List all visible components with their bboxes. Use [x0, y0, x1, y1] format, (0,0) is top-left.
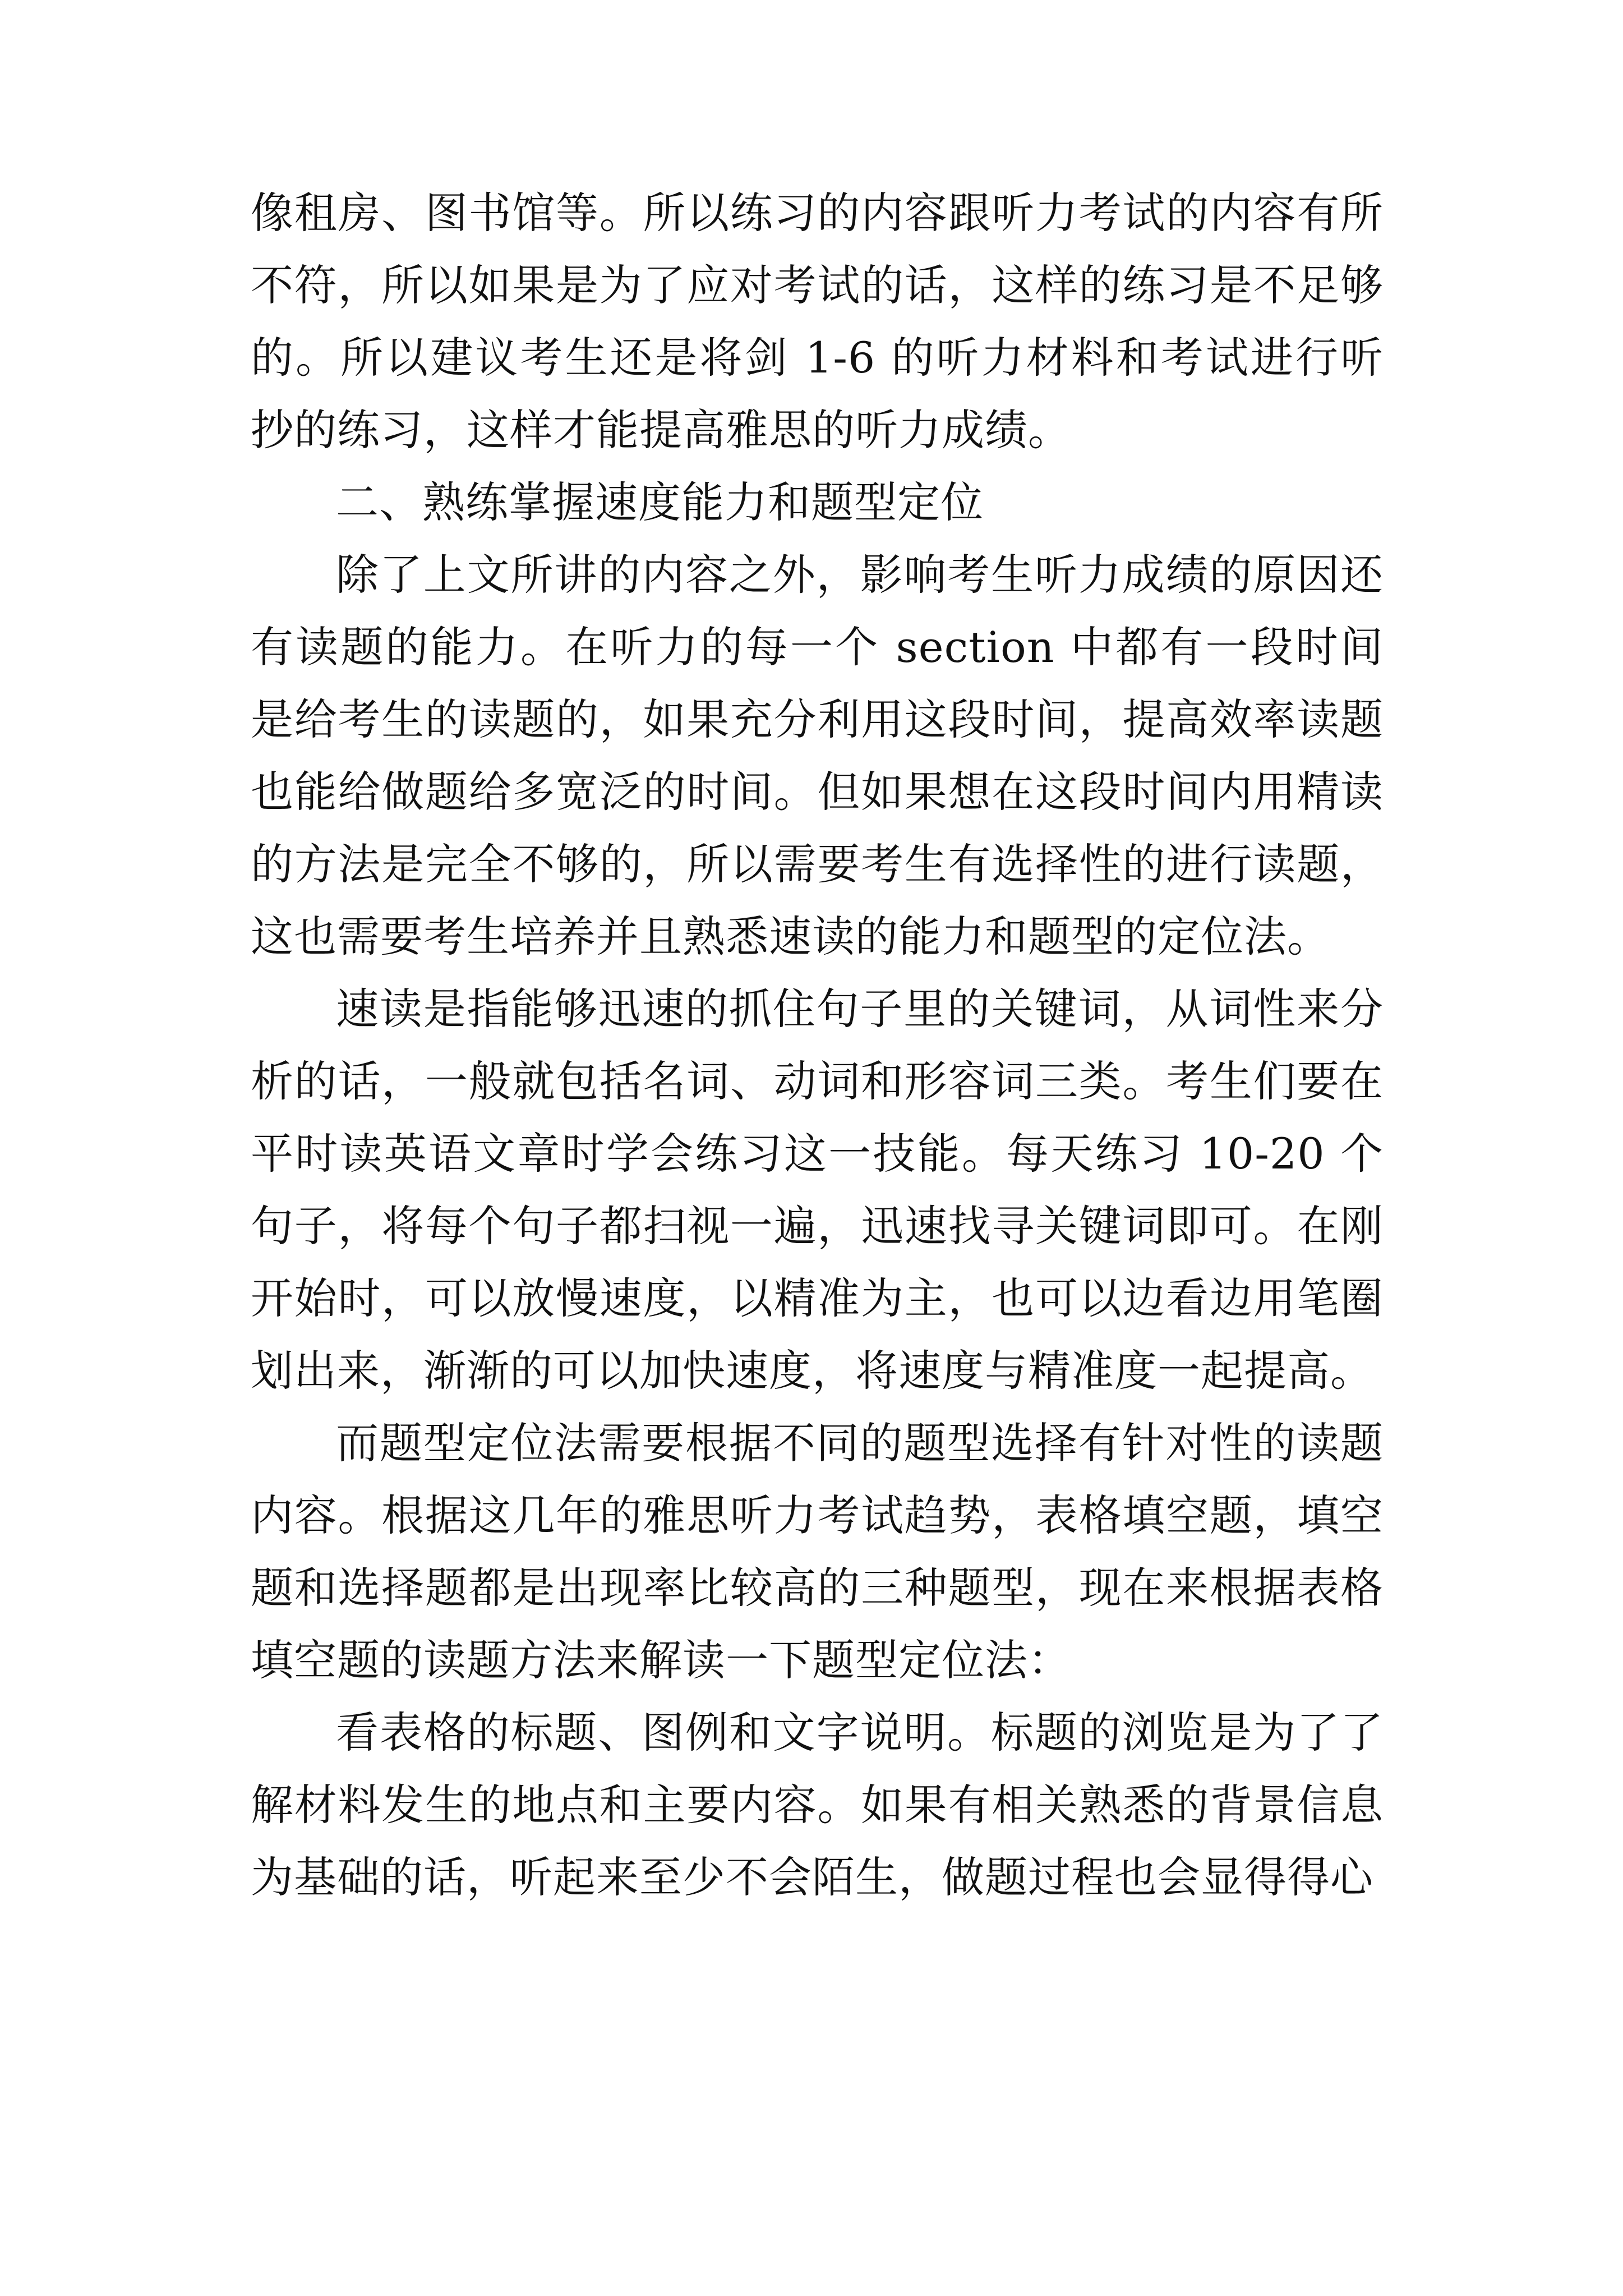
paragraph-speed-reading: 速读是指能够迅速的抓住句子里的关键词，从词性来分析的话，一般就包括名词、动词和形容词三类。考生们要在平时读英语文章时学会练习这一技能。每天练习 10-20 个句子，将每个句子都扫视一遍，迅速找寻关键词即可。在刚开始时，可以放慢速度，以精准为主，也可以边看边用笔圈划出来，渐渐的可以加快速度，将速度与精准度一起提高。 [251, 984, 1384, 1396]
paragraph-reading-ability: 除了上文所讲的内容之外，影响考生听力成绩的原因还有读题的能力。在听力的每一个 section 中都有一段时间是给考生的读题的，如果充分利用这段时间，提高效率读题也能给做题给多宽泛的时间。但如果想在这段时间内用精读的方法是完全不够的，所以需要考生有选择性的进行读题，这也需要考生培养并且熟悉速读的能力和题型的定位法。 [251, 550, 1384, 961]
paragraph-table-title: 看表格的标题、图例和文字说明。标题的浏览是为了了解材料发生的地点和主要内容。如果有相关熟悉的背景信息为基础的话，听起来至少不会陌生，做题过程也会显得得心 [251, 1708, 1384, 1902]
body-text [251, 177, 1384, 1913]
paragraph-continued: 像租房、图书馆等。所以练习的内容跟听力考试的内容有所不符，所以如果是为了应对考试的话，这样的练习是不足够的。所以建议考生还是将剑 1-6 的听力材料和考试进行听抄的练习，这样才能提高雅思的听力成绩。 [251, 188, 1384, 455]
section-heading: 二、熟练掌握速度能力和题型定位 [336, 477, 984, 527]
paragraph-question-type: 而题型定位法需要根据不同的题型选择有针对性的读题内容。根据这几年的雅思听力考试趋势，表格填空题，填空题和选择题都是出现率比较高的三种题型，现在来根据表格填空题的读题方法来解读一下题型定位法： [251, 1418, 1384, 1685]
